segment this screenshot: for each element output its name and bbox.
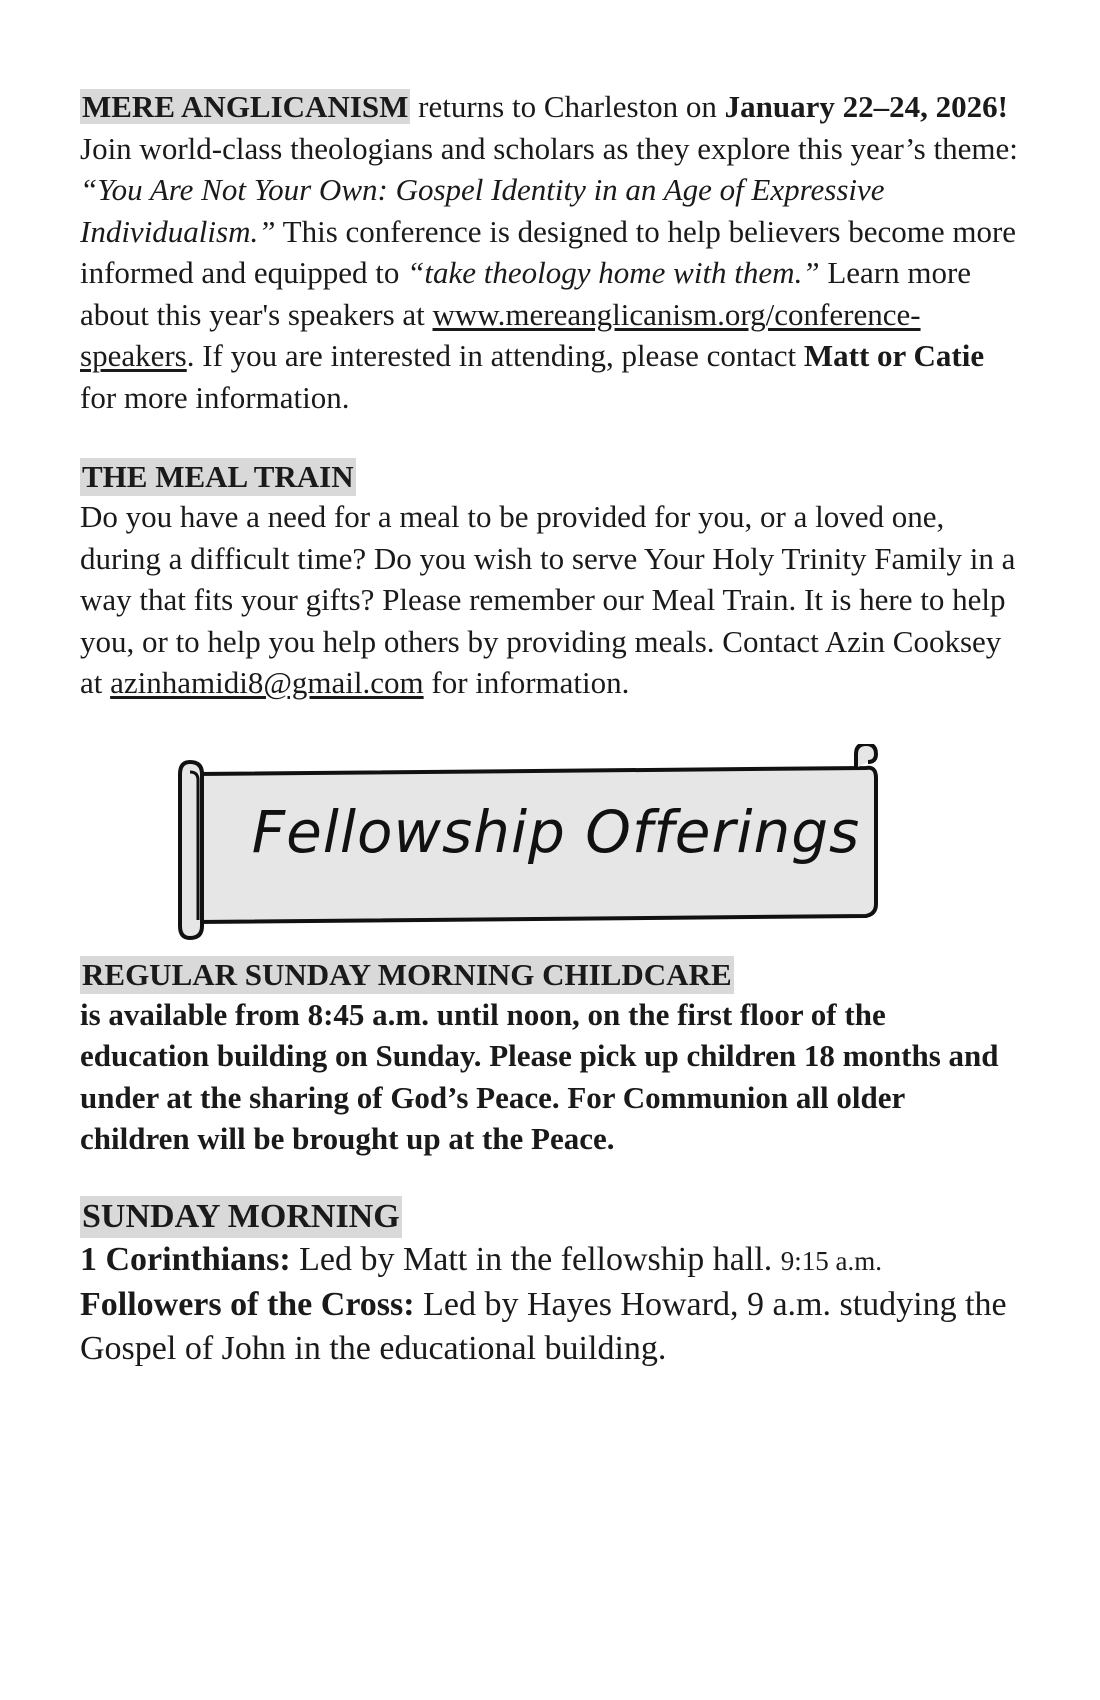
sunday-morning-section: [80, 1196, 1020, 1371]
scroll-curl-top-right: [856, 744, 876, 768]
childcare-section: [80, 956, 1020, 1160]
mere-text-5: . If you are interested in attending, please contact: [186, 338, 804, 373]
meal-text-1: Do you have a need for a meal to be provided for you, or a loved one, during a difficult time? Do you wish to serve Your Holy Trinity Family in a way that fits your gifts? Please remember our Meal Train. It is here to help you, or to help you help others by providing meals. Contact Azin Cooksey at: [80, 499, 1016, 700]
mere-quote: “take theology home with them.”: [407, 255, 820, 290]
childcare-heading: REGULAR SUNDAY MORNING CHILDCARE: [82, 956, 732, 992]
followers-text: Led by Hayes Howard, 9 a.m. studying the Gospel of John in the educational building.: [80, 1285, 1007, 1367]
mere-text-3: This conference is designed to help believers become more informed and equipped to: [80, 213, 1017, 290]
mere-anglicanism-heading: MERE ANGLICANISM: [82, 89, 409, 124]
meal-train-section: [80, 458, 1020, 704]
followers-class: [80, 1283, 1020, 1371]
corinthians-name: 1 Corinthians:: [80, 1240, 291, 1278]
followers-name: Followers of the Cross:: [80, 1285, 415, 1323]
sunday-morning-heading: SUNDAY MORNING: [80, 1196, 402, 1238]
mere-dates: January 22–24, 2026!: [724, 89, 1008, 124]
mere-anglicanism-section: [80, 86, 1020, 418]
meal-train-heading: THE MEAL TRAIN: [82, 459, 354, 494]
mere-text-4: Learn more about this year's speakers at: [80, 255, 972, 332]
bulletin-page: [80, 86, 1020, 1371]
banner-title: Fellowship Offerings: [251, 797, 861, 866]
mere-theme: “You Are Not Your Own: Gospel Identity in an Age of Expressive Individualism.”: [80, 172, 885, 249]
mere-text-6: for more information.: [80, 379, 350, 415]
speakers-link[interactable]: www.mereanglicanism.org/conference-speakers: [80, 296, 921, 373]
meal-train-body: [80, 496, 1020, 704]
meal-train-email-link[interactable]: azinhamidi8@gmail.com: [110, 665, 424, 700]
fellowship-offerings-banner: [176, 744, 936, 944]
mere-contacts: Matt or Catie: [803, 338, 985, 373]
corinthians-class: [80, 1238, 1020, 1283]
meal-text-2: for information.: [423, 665, 630, 700]
mere-text-2: Join world-class theologians and scholars as they explore this year’s theme:: [80, 130, 1018, 166]
childcare-text: is available from 8:45 a.m. until noon, on the first floor of the education building on Sunday. Please pick up children 18 months and under at the sharing of God’s Peace. For Communion all older children will be brought up at the Peace.: [80, 996, 999, 1156]
mere-text-1: returns to Charleston on: [410, 89, 725, 124]
corinthians-text: Led by Matt in the fellowship hall.: [290, 1240, 781, 1278]
corinthians-time: 9:15 a.m.: [780, 1245, 882, 1276]
